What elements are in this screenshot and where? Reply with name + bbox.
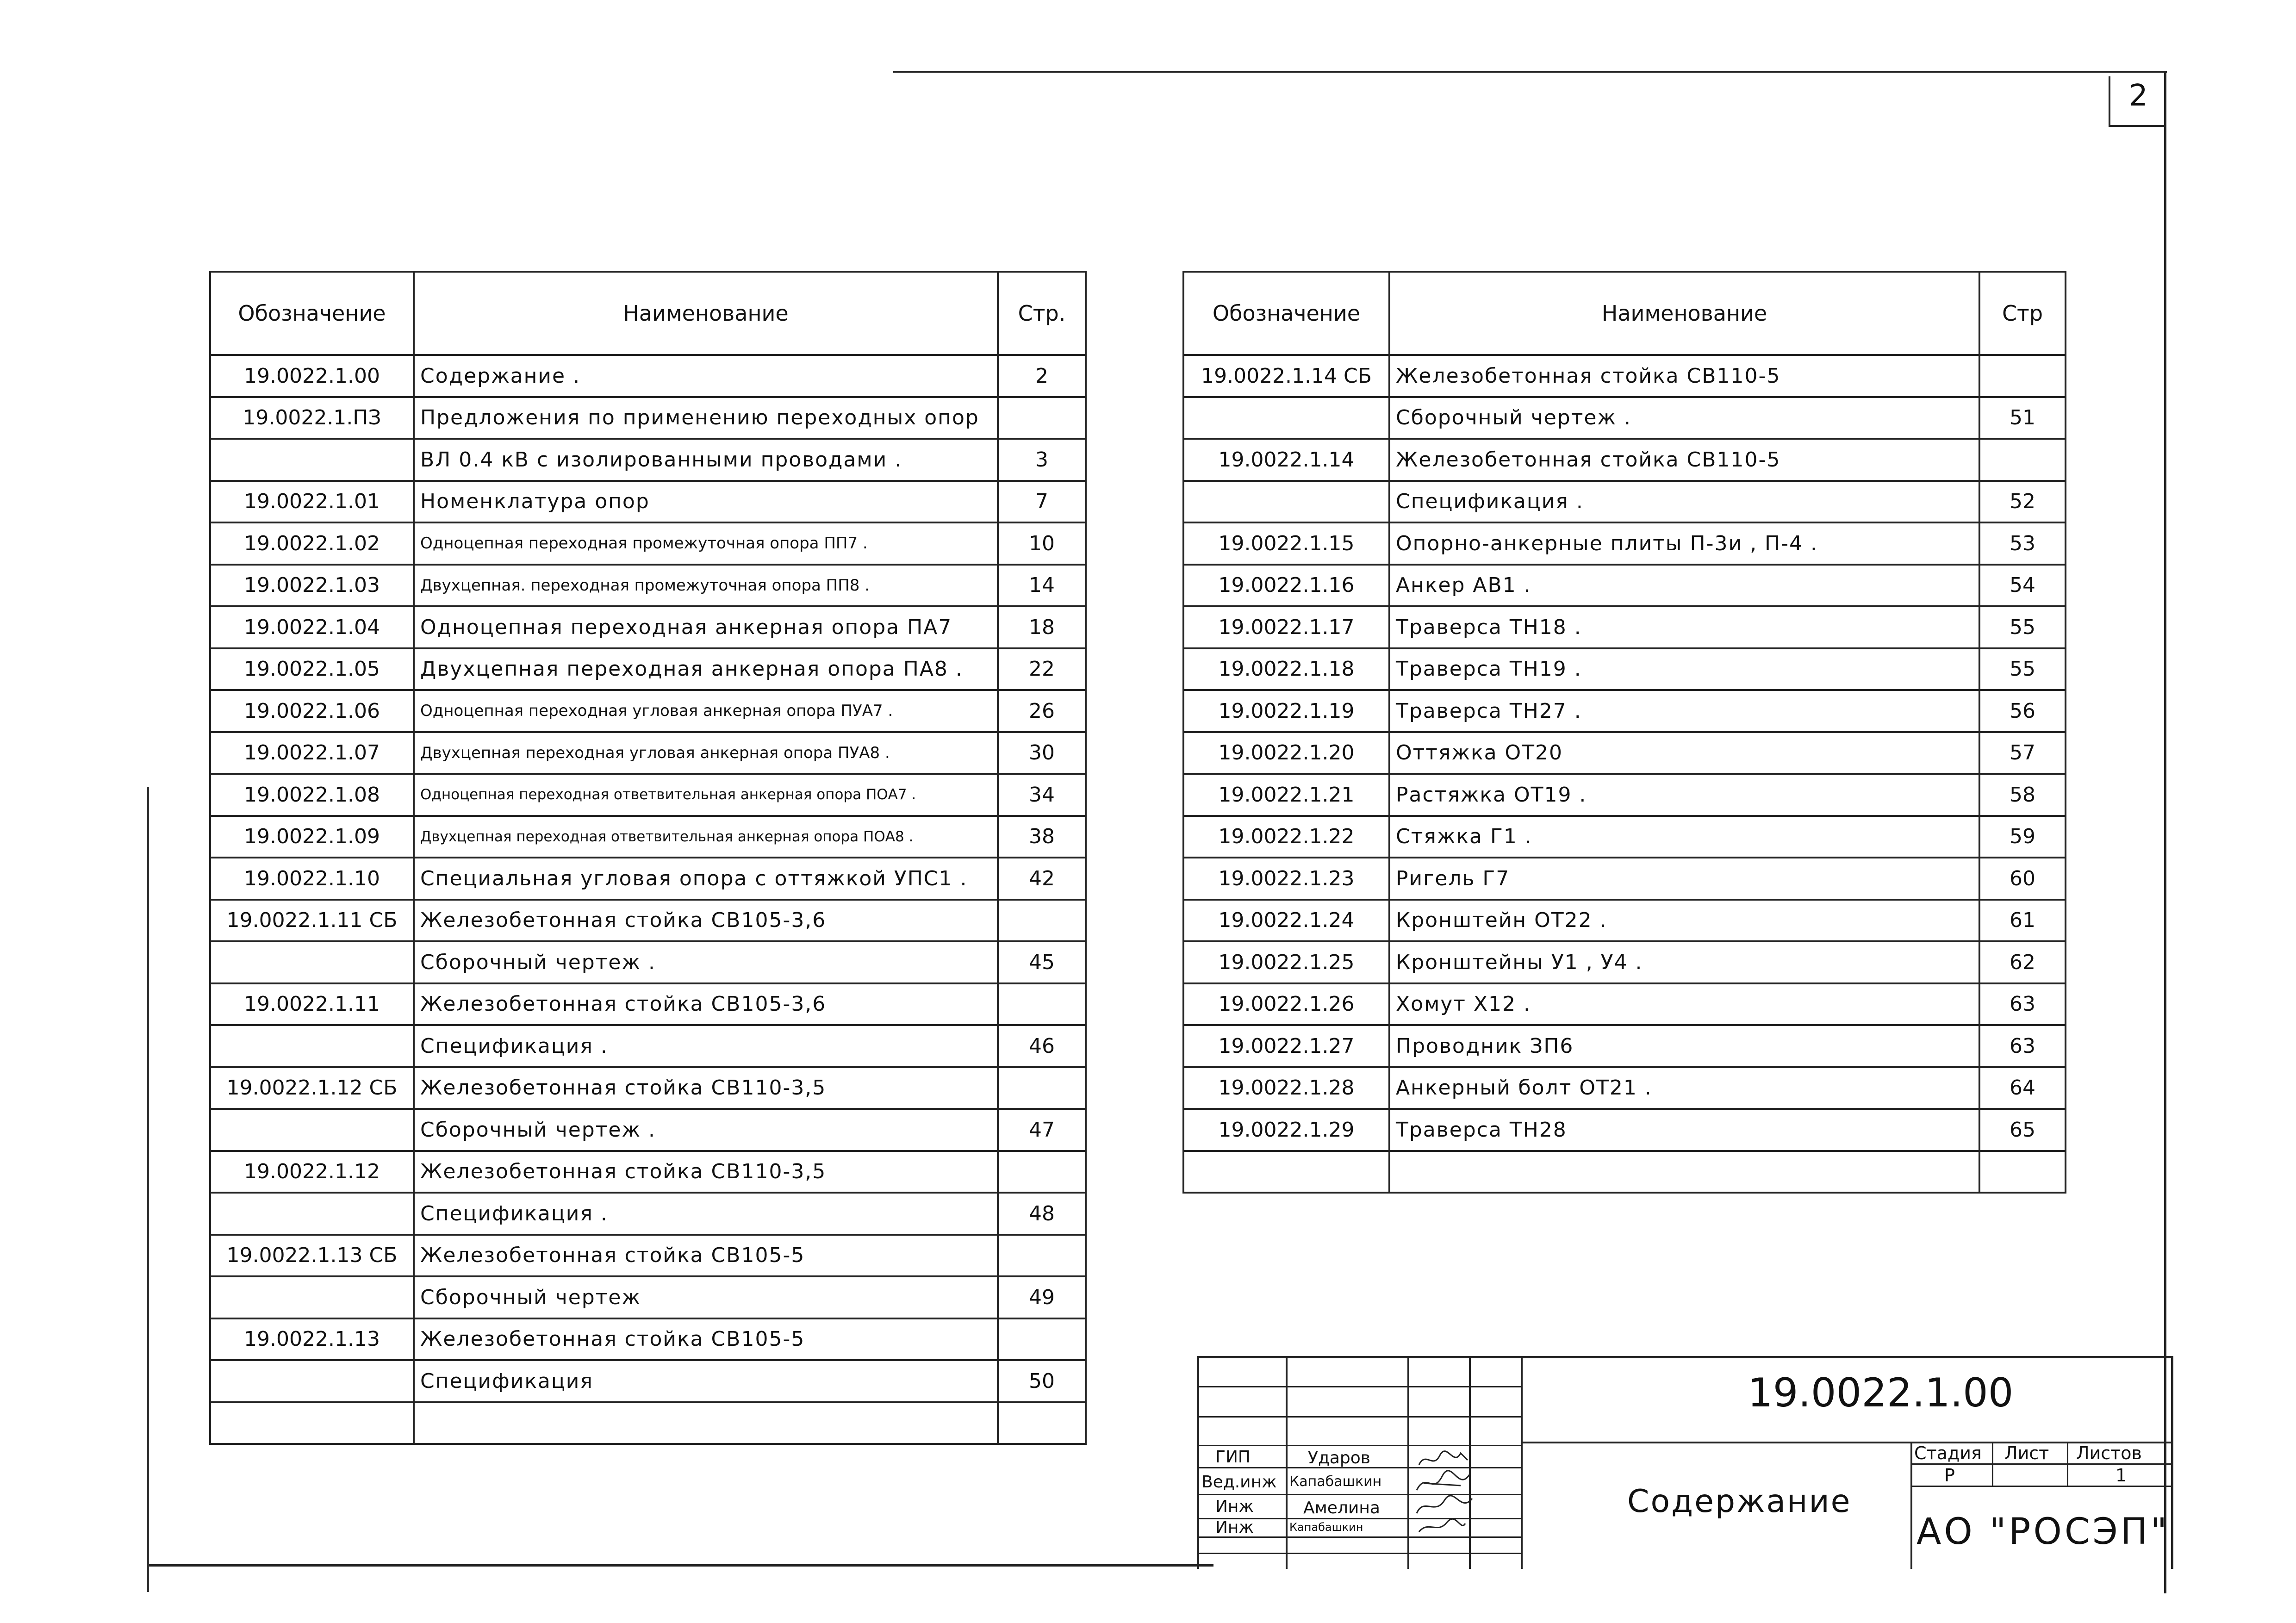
page-cell: 46: [998, 1025, 1086, 1067]
page-cell: 34: [998, 774, 1086, 816]
name-cell: Двухцепная переходная анкерная опора ПА8 .: [414, 648, 998, 690]
stage-value: Р: [1944, 1465, 1955, 1486]
table-row: [1183, 1067, 2066, 1109]
name-cell: Номенклатура опор: [414, 481, 998, 523]
designation-cell: [210, 1276, 414, 1318]
title-block-border: [2171, 1356, 2173, 1569]
designation-cell: [210, 1193, 414, 1235]
title-block-grid-line: [1197, 1445, 1522, 1446]
person-name: Капабашкин: [1289, 1521, 1363, 1534]
sheet-label: Лист: [2004, 1443, 2049, 1463]
document-title: Содержание: [1627, 1483, 1852, 1520]
name-cell: Сборочный чертеж .: [414, 1109, 998, 1151]
table-row: [210, 565, 1086, 607]
sheets-value: 1: [2116, 1465, 2127, 1486]
page-cell: 55: [1979, 648, 2066, 690]
page-cell: 56: [1979, 690, 2066, 732]
table-row: [1183, 983, 2066, 1026]
name-cell: Железобетонная стойка СВ105-5: [414, 1235, 998, 1277]
designation-cell: 19.0022.1.26: [1183, 983, 1389, 1026]
name-cell: Железобетонная стойка СВ110-3,5: [414, 1067, 998, 1109]
person-name: Ударов: [1308, 1449, 1370, 1468]
designation-cell: 19.0022.1.05: [210, 648, 414, 690]
designation-cell: [210, 941, 414, 983]
role-label: Инж: [1215, 1497, 1254, 1516]
name-cell: Траверса ТН19 .: [1389, 648, 1979, 690]
page-cell: 54: [1979, 565, 2066, 607]
designation-cell: 19.0022.1.00: [210, 355, 414, 397]
page-cell: 38: [998, 816, 1086, 858]
role-label: Вед.инж: [1201, 1473, 1277, 1492]
designation-cell: 19.0022.1.07: [210, 732, 414, 774]
designation-cell: [210, 1360, 414, 1402]
name-cell: Ригель Г7: [1389, 858, 1979, 900]
name-cell: Растяжка ОТ19 .: [1389, 774, 1979, 816]
table-row: [210, 1402, 1086, 1444]
table-row: [210, 941, 1086, 983]
table-row: [210, 1360, 1086, 1402]
table-row: [1183, 1025, 2066, 1067]
table-row: [210, 1025, 1086, 1067]
document-code: 19.0022.1.00: [1748, 1370, 2014, 1416]
header-designation: Обозначение: [210, 272, 414, 355]
designation-cell: [210, 1109, 414, 1151]
designation-cell: 19.0022.1.25: [1183, 941, 1389, 983]
designation-cell: 19.0022.1.04: [210, 606, 414, 648]
designation-cell: 19.0022.1.10: [210, 858, 414, 900]
table-row: [1183, 606, 2066, 648]
designation-cell: 19.0022.1.22: [1183, 816, 1389, 858]
designation-cell: 19.0022.1.11 СБ: [210, 900, 414, 942]
designation-cell: 19.0022.1.17: [1183, 606, 1389, 648]
name-cell: Одноцепная переходная промежуточная опора ПП7 .: [414, 522, 998, 565]
name-cell: [1389, 1151, 1979, 1193]
page-cell: [998, 1235, 1086, 1277]
designation-cell: 19.0022.1.28: [1183, 1067, 1389, 1109]
page-cell: [998, 1402, 1086, 1444]
table-row: [210, 816, 1086, 858]
contents-table-left: [209, 271, 1087, 1445]
name-cell: Двухцепная переходная ответвительная анкерная опора ПОА8 .: [414, 816, 998, 858]
designation-cell: [210, 439, 414, 481]
table-row: [1183, 816, 2066, 858]
designation-cell: 19.0022.1.16: [1183, 565, 1389, 607]
designation-cell: 19.0022.1.15: [1183, 522, 1389, 565]
page-cell: 51: [1979, 397, 2066, 439]
page-cell: 49: [998, 1276, 1086, 1318]
table-row: [1183, 397, 2066, 439]
page-cell: [998, 397, 1086, 439]
sheets-label: Листов: [2076, 1443, 2142, 1463]
table-row: [210, 355, 1086, 397]
page-cell: [998, 983, 1086, 1026]
page-cell: 14: [998, 565, 1086, 607]
title-block-grid-line: [1910, 1486, 2173, 1487]
designation-cell: 19.0022.1.12 СБ: [210, 1067, 414, 1109]
table-row: [210, 732, 1086, 774]
page-cell: 30: [998, 732, 1086, 774]
name-cell: Сборочный чертеж .: [1389, 397, 1979, 439]
name-cell: Двухцепная переходная угловая анкерная опора ПУА8 .: [414, 732, 998, 774]
title-block-grid-line: [1910, 1463, 2173, 1465]
designation-cell: [210, 1025, 414, 1067]
name-cell: Спецификация: [414, 1360, 998, 1402]
designation-cell: 19.0022.1.09: [210, 816, 414, 858]
page-cell: 58: [1979, 774, 2066, 816]
sheet-number: 2: [2129, 79, 2148, 113]
name-cell: Траверса ТН28: [1389, 1109, 1979, 1151]
page-cell: 63: [1979, 1025, 2066, 1067]
table-row: [210, 522, 1086, 565]
page-cell: 2: [998, 355, 1086, 397]
person-name: Амелина: [1303, 1499, 1380, 1517]
name-cell: Одноцепная переходная анкерная опора ПА7: [414, 606, 998, 648]
table-row: [210, 983, 1086, 1026]
name-cell: Предложения по применению переходных опор: [414, 397, 998, 439]
name-cell: Траверса ТН27 .: [1389, 690, 1979, 732]
table-row: [210, 439, 1086, 481]
table-row: [1183, 690, 2066, 732]
page-cell: 7: [998, 481, 1086, 523]
name-cell: Двухцепная. переходная промежуточная опора ПП8 .: [414, 565, 998, 607]
name-cell: ВЛ 0.4 кВ с изолированными проводами .: [414, 439, 998, 481]
table-row: [1183, 1151, 2066, 1193]
table-row: [210, 481, 1086, 523]
signature-2: [1414, 1469, 1475, 1497]
page-cell: 57: [1979, 732, 2066, 774]
table-row: [210, 1067, 1086, 1109]
name-cell: Траверса ТН18 .: [1389, 606, 1979, 648]
designation-cell: [1183, 481, 1389, 523]
designation-cell: 19.0022.1.11: [210, 983, 414, 1026]
page-cell: [998, 1151, 1086, 1193]
designation-cell: 19.0022.1.24: [1183, 900, 1389, 942]
title-block-grid-line: [1992, 1442, 1993, 1486]
table-row: [1183, 648, 2066, 690]
table-row: [210, 900, 1086, 942]
header-designation: Обозначение: [1183, 272, 1389, 355]
table-row: [210, 648, 1086, 690]
table-row: [210, 1235, 1086, 1277]
page-cell: 26: [998, 690, 1086, 732]
designation-cell: 19.0022.1.19: [1183, 690, 1389, 732]
table-row: [210, 690, 1086, 732]
header-page: Стр: [1979, 272, 2066, 355]
page-cell: 18: [998, 606, 1086, 648]
page-cell: 55: [1979, 606, 2066, 648]
name-cell: Анкерный болт ОТ21 .: [1389, 1067, 1979, 1109]
page-cell: 47: [998, 1109, 1086, 1151]
title-block-grid-line: [1521, 1442, 2173, 1443]
table-row: [210, 606, 1086, 648]
designation-cell: 19.0022.1.02: [210, 522, 414, 565]
table-row: [1183, 941, 2066, 983]
designation-cell: 19.0022.1.29: [1183, 1109, 1389, 1151]
designation-cell: 19.0022.1.12: [210, 1151, 414, 1193]
name-cell: Проводник ЗП6: [1389, 1025, 1979, 1067]
page-cell: [1979, 355, 2066, 397]
name-cell: Железобетонная стойка СВ110-5: [1389, 355, 1979, 397]
header-page: Стр.: [998, 272, 1086, 355]
page-cell: 60: [1979, 858, 2066, 900]
page-cell: 62: [1979, 941, 2066, 983]
designation-cell: 19.0022.1.14 СБ: [1183, 355, 1389, 397]
table-row: [1183, 900, 2066, 942]
name-cell: Спецификация .: [414, 1025, 998, 1067]
table-row: [1183, 858, 2066, 900]
table-row: [210, 1276, 1086, 1318]
page-cell: 48: [998, 1193, 1086, 1235]
page-cell: [1979, 1151, 2066, 1193]
designation-cell: 19.0022.1.27: [1183, 1025, 1389, 1067]
name-cell: Кронштейны У1 , У4 .: [1389, 941, 1979, 983]
table-row: [1183, 732, 2066, 774]
name-cell: Оттяжка ОТ20: [1389, 732, 1979, 774]
organization-name: АО "РОСЭП": [1916, 1511, 2170, 1553]
name-cell: Железобетонная стойка СВ105-3,6: [414, 900, 998, 942]
designation-cell: 19.0022.1.21: [1183, 774, 1389, 816]
designation-cell: 19.0022.1.06: [210, 690, 414, 732]
title-block: [1197, 1356, 2173, 1569]
page-cell: [998, 1318, 1086, 1361]
frame-bottom-border: [149, 1564, 1213, 1567]
name-cell: Железобетонная стойка СВ105-5: [414, 1318, 998, 1361]
designation-cell: 19.0022.1.03: [210, 565, 414, 607]
page-cell: 65: [1979, 1109, 2066, 1151]
designation-cell: 19.0022.1.08: [210, 774, 414, 816]
table-row: [210, 1193, 1086, 1235]
page-cell: 45: [998, 941, 1086, 983]
table-row: [210, 1318, 1086, 1361]
name-cell: Спецификация .: [1389, 481, 1979, 523]
designation-cell: 19.0022.1.20: [1183, 732, 1389, 774]
title-block-grid-line: [1910, 1442, 1912, 1569]
designation-cell: 19.0022.1.14: [1183, 439, 1389, 481]
designation-cell: 19.0022.1.ПЗ: [210, 397, 414, 439]
frame-top-border: [893, 71, 2167, 73]
name-cell: [414, 1402, 998, 1444]
name-cell: Железобетонная стойка СВ110-3,5: [414, 1151, 998, 1193]
page-cell: 63: [1979, 983, 2066, 1026]
role-label: Инж: [1215, 1518, 1254, 1537]
stage-label: Стадия: [1914, 1443, 1982, 1463]
signature-3: [1414, 1495, 1475, 1518]
name-cell: Специальная угловая опора с оттяжкой УПС1 .: [414, 858, 998, 900]
table-row: [1183, 439, 2066, 481]
page-cell: 3: [998, 439, 1086, 481]
title-block-grid-line: [2067, 1442, 2068, 1486]
name-cell: Одноцепная переходная угловая анкерная опора ПУА7 .: [414, 690, 998, 732]
name-cell: Железобетонная стойка СВ105-3,6: [414, 983, 998, 1026]
page-cell: 52: [1979, 481, 2066, 523]
name-cell: Хомут Х12 .: [1389, 983, 1979, 1026]
name-cell: Железобетонная стойка СВ110-5: [1389, 439, 1979, 481]
signature-4: [1417, 1518, 1468, 1536]
page-cell: [998, 900, 1086, 942]
designation-cell: 19.0022.1.23: [1183, 858, 1389, 900]
header-name: Наименование: [1389, 272, 1979, 355]
table-header: [1183, 272, 2066, 355]
table-row: [210, 1109, 1086, 1151]
header-name: Наименование: [414, 272, 998, 355]
name-cell: Анкер АВ1 .: [1389, 565, 1979, 607]
designation-cell: [210, 1402, 414, 1444]
table-row: [1183, 565, 2066, 607]
table-row: [210, 1151, 1086, 1193]
designation-cell: 19.0022.1.13 СБ: [210, 1235, 414, 1277]
page-cell: 61: [1979, 900, 2066, 942]
designation-cell: 19.0022.1.18: [1183, 648, 1389, 690]
page-cell: 42: [998, 858, 1086, 900]
title-block-border: [1197, 1356, 2173, 1358]
table-row: [210, 774, 1086, 816]
person-name: Капабашкин: [1289, 1474, 1382, 1490]
name-cell: Спецификация .: [414, 1193, 998, 1235]
role-label: ГИП: [1215, 1448, 1251, 1467]
table-row: [210, 858, 1086, 900]
designation-cell: 19.0022.1.13: [210, 1318, 414, 1361]
table-row: [1183, 355, 2066, 397]
title-block-grid-line: [1197, 1416, 1522, 1418]
name-cell: Сборочный чертеж .: [414, 941, 998, 983]
name-cell: Стяжка Г1 .: [1389, 816, 1979, 858]
title-block-grid-line: [1197, 1553, 1522, 1554]
table-header: [210, 272, 1086, 355]
page-cell: 50: [998, 1360, 1086, 1402]
name-cell: Кронштейн ОТ22 .: [1389, 900, 1979, 942]
table-row: [210, 397, 1086, 439]
page-cell: 59: [1979, 816, 2066, 858]
frame-left-border: [147, 787, 149, 1592]
designation-cell: 19.0022.1.01: [210, 481, 414, 523]
table-row: [1183, 481, 2066, 523]
name-cell: Содержание .: [414, 355, 998, 397]
contents-table-right: [1182, 271, 2066, 1194]
page-cell: [998, 1067, 1086, 1109]
name-cell: Опорно-анкерные плиты П-3и , П-4 .: [1389, 522, 1979, 565]
name-cell: Сборочный чертеж: [414, 1276, 998, 1318]
page-cell: 22: [998, 648, 1086, 690]
designation-cell: [1183, 397, 1389, 439]
name-cell: Одноцепная переходная ответвительная анкерная опора ПОА7 .: [414, 774, 998, 816]
table-row: [1183, 522, 2066, 565]
page-cell: 53: [1979, 522, 2066, 565]
page-cell: 64: [1979, 1067, 2066, 1109]
page-cell: 10: [998, 522, 1086, 565]
title-block-grid-line: [1197, 1386, 1522, 1387]
table-row: [1183, 774, 2066, 816]
designation-cell: [1183, 1151, 1389, 1193]
page-cell: [1979, 439, 2066, 481]
table-row: [1183, 1109, 2066, 1151]
